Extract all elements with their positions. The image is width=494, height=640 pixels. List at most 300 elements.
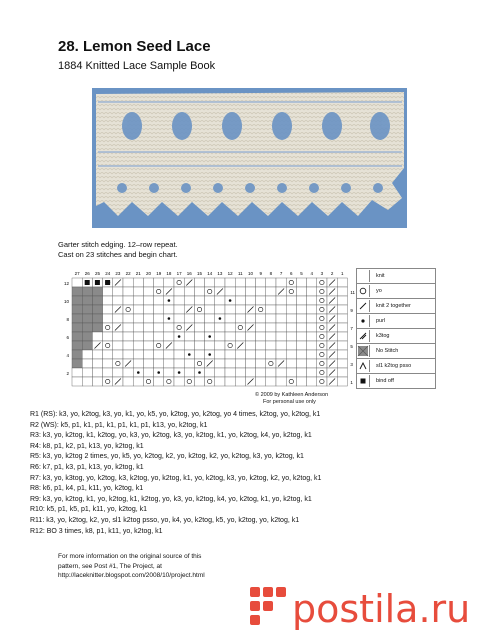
- chart-cell: [123, 314, 133, 323]
- chart-cell: [245, 278, 255, 287]
- chart-cell: [154, 314, 164, 323]
- chart-cell: [205, 305, 215, 314]
- legend-item: [356, 343, 436, 358]
- chart-cell: [113, 368, 123, 377]
- chart-cell: [184, 332, 194, 341]
- row-instruction: R8: k6, p1, k4, p1, k11, yo, k2tog, k1: [30, 485, 144, 493]
- chart-cell: [256, 341, 266, 350]
- chart-cell: [296, 287, 306, 296]
- bind-off-symbol: [105, 280, 110, 285]
- column-number: 6: [290, 271, 293, 276]
- legend-item: [356, 268, 436, 283]
- chart-cell: [307, 278, 317, 287]
- page-subtitle: 1884 Knitted Lace Sample Book: [58, 60, 216, 72]
- row-instruction: R4: k8, p1, k2, p1, k13, yo, k2tog, k1: [30, 442, 144, 450]
- chart-cell: [337, 341, 347, 350]
- purl-symbol: [137, 371, 140, 374]
- chart-cell: [103, 377, 113, 386]
- chart-cell: [266, 350, 276, 359]
- chart-cell: [286, 287, 296, 296]
- no-stitch-cell: [82, 296, 92, 305]
- chart-cell: [225, 278, 235, 287]
- chart-cell: [337, 350, 347, 359]
- chart-cell: [133, 287, 143, 296]
- legend-label: No Stitch: [376, 348, 399, 354]
- no-stitch-cell: [72, 287, 82, 296]
- chart-cell: [133, 278, 143, 287]
- chart-cell: [143, 377, 153, 386]
- chart-cell: [286, 350, 296, 359]
- column-number: 26: [84, 271, 90, 276]
- column-number: 19: [156, 271, 162, 276]
- chart-cell: [205, 368, 215, 377]
- chart-cell: [92, 350, 102, 359]
- chart-cell: [133, 359, 143, 368]
- row-instruction: R9: k3, yo, k2tog, k1, yo, k2tog, k1, k2tog, yo, k3, yo, k2tog, k4, yo, k2tog, k1, yo, k2tog, k1: [30, 495, 312, 503]
- chart-cell: [296, 305, 306, 314]
- chart-cell: [133, 332, 143, 341]
- chart-cell: [215, 296, 225, 305]
- chart-cell: [235, 296, 245, 305]
- chart-cell: [317, 296, 327, 305]
- chart-cell: [164, 377, 174, 386]
- legend-label: k3tog: [376, 333, 390, 339]
- chart-cell: [307, 323, 317, 332]
- chart-cell: [296, 332, 306, 341]
- no-stitch-cell: [82, 287, 92, 296]
- row-instruction: R5: k3, yo, k2tog 2 times, yo, k5, yo, k2tog, k2, yo, k2tog, k2, yo, k2tog, k3, yo, k2tog, k1: [30, 453, 304, 461]
- chart-cell: [174, 350, 184, 359]
- chart-cell: [276, 377, 286, 386]
- chart-cell: [245, 368, 255, 377]
- chart-cell: [133, 305, 143, 314]
- column-number: 22: [125, 271, 131, 276]
- footer-line: For more information on the original source of this: [58, 553, 202, 560]
- chart-cell: [123, 296, 133, 305]
- row-number: 9: [350, 307, 353, 313]
- chart-cell: [103, 305, 113, 314]
- chart-cell: [143, 278, 153, 287]
- chart-cell: [92, 368, 102, 377]
- chart-cell: [286, 368, 296, 377]
- row-instruction: R12: BO 3 times, k8, p1, k11, yo, k2tog, k1: [30, 527, 163, 535]
- chart-cell: [154, 377, 164, 386]
- chart-cell: [143, 314, 153, 323]
- chart-cell: [72, 368, 82, 377]
- column-number: 7: [279, 271, 283, 276]
- row-number: 8: [66, 316, 69, 322]
- chart-cell: [215, 377, 225, 386]
- chart-cell: [256, 278, 266, 287]
- chart-cell: [194, 341, 204, 350]
- chart-cell: [286, 359, 296, 368]
- chart-cell: [103, 287, 113, 296]
- chart-cell: [266, 296, 276, 305]
- chart-cell: [123, 350, 133, 359]
- chart-cell: [256, 287, 266, 296]
- chart-grid: [72, 278, 347, 386]
- chart-cell: [194, 332, 204, 341]
- chart-cell: [123, 278, 133, 287]
- chart-cell: [235, 332, 245, 341]
- chart-cell: [215, 350, 225, 359]
- chart-cell: [276, 296, 286, 305]
- chart-cell: [225, 359, 235, 368]
- chart-cell: [286, 296, 296, 305]
- chart-cell: [225, 314, 235, 323]
- no-stitch-cell: [72, 305, 82, 314]
- chart-cell: [276, 305, 286, 314]
- chart-cell: [215, 305, 225, 314]
- chart-cell: [337, 296, 347, 305]
- purl-symbol: [198, 371, 201, 374]
- chart-cell: [92, 377, 102, 386]
- column-number: 4: [310, 271, 313, 276]
- chart-cell: [256, 305, 266, 314]
- chart-cell: [337, 278, 347, 287]
- no-stitch-cell: [72, 350, 82, 359]
- chart-cell: [337, 314, 347, 323]
- chart-cell: [113, 350, 123, 359]
- chart-cell: [245, 314, 255, 323]
- chart-cell: [82, 377, 92, 386]
- gray-box-icon: [357, 345, 370, 357]
- legend-label: yo: [376, 288, 382, 294]
- legend-label: bind off: [376, 378, 394, 384]
- chart-cell: [103, 296, 113, 305]
- row-number: 11: [350, 289, 356, 295]
- chart-cell: [143, 323, 153, 332]
- chart-cell: [113, 287, 123, 296]
- chart-cell: [317, 368, 327, 377]
- column-number: 16: [186, 271, 192, 276]
- row-number: 2: [66, 370, 69, 376]
- chart-cell: [235, 287, 245, 296]
- chart-cell: [317, 341, 327, 350]
- row-instruction: R1 (RS): k3, yo, k2tog, k3, yo, k1, yo, k5, yo, k2tog, yo, k2tog, yo 4 times, k2tog, yo, k2tog, k1: [30, 411, 321, 418]
- purl-symbol: [208, 335, 211, 338]
- chart-cell: [317, 305, 327, 314]
- legend-item: [356, 313, 436, 328]
- chart-cell: [225, 377, 235, 386]
- chart-cell: [154, 305, 164, 314]
- column-number: 13: [217, 271, 223, 276]
- chart-cell: [286, 278, 296, 287]
- column-number: 2: [330, 271, 334, 276]
- chart-cell: [164, 278, 174, 287]
- chart-cell: [194, 305, 204, 314]
- chart-cell: [194, 296, 204, 305]
- chart-cell: [307, 314, 317, 323]
- chart-cell: [194, 323, 204, 332]
- chart-cell: [337, 377, 347, 386]
- bind-off-symbol: [85, 280, 90, 285]
- intro-line-2: Cast on 23 stitches and begin chart.: [58, 250, 178, 259]
- chart-cell: [194, 278, 204, 287]
- purl-symbol: [188, 353, 191, 356]
- chart-cell: [337, 305, 347, 314]
- purl-symbol: [178, 371, 181, 374]
- no-stitch-cell: [82, 314, 92, 323]
- legend-label: sl1 k2tog psso: [376, 363, 412, 369]
- purl-symbol: [229, 299, 232, 302]
- chart-cell: [113, 359, 123, 368]
- chart-cell: [143, 287, 153, 296]
- chart-cell: [143, 368, 153, 377]
- column-number: 9: [259, 271, 262, 276]
- no-stitch-cell: [92, 296, 102, 305]
- row-instruction: R6: k7, p1, k3, p1, k13, yo, k2tog, k1: [30, 464, 144, 471]
- purl-symbol: [168, 299, 171, 302]
- legend-item: [356, 358, 436, 373]
- chart-cell: [174, 314, 184, 323]
- chart-cell: [133, 341, 143, 350]
- no-stitch-cell: [92, 305, 102, 314]
- chart-cell: [143, 359, 153, 368]
- row-number: 7: [350, 325, 353, 331]
- column-number: 21: [135, 271, 141, 276]
- chart-cell: [296, 368, 306, 377]
- knitting-chart: [58, 268, 356, 392]
- chart-cell: [296, 296, 306, 305]
- chart-cell: [245, 296, 255, 305]
- column-number: 5: [300, 271, 303, 276]
- chart-cell: [164, 350, 174, 359]
- chart-cell: [266, 305, 276, 314]
- chart-cell: [103, 359, 113, 368]
- watermark-text: postila.ru: [292, 587, 471, 631]
- no-stitch-cell: [82, 332, 92, 341]
- no-stitch-cell: [72, 332, 82, 341]
- copyright-line-2: For personal use only: [263, 398, 316, 405]
- chart-cell: [215, 359, 225, 368]
- chart-cell: [317, 377, 327, 386]
- no-stitch-cell: [82, 341, 92, 350]
- chart-cell: [174, 359, 184, 368]
- chart-cell: [286, 323, 296, 332]
- legend-label: purl: [376, 318, 386, 324]
- slash-icon: [357, 300, 370, 312]
- chart-cell: [82, 359, 92, 368]
- chart-cell: [256, 368, 266, 377]
- purl-symbol: [157, 371, 160, 374]
- legend-label: knit: [376, 273, 385, 279]
- chart-cell: [225, 368, 235, 377]
- chart-cell: [286, 314, 296, 323]
- page-title: 28. Lemon Seed Lace: [58, 38, 211, 55]
- chart-cell: [205, 314, 215, 323]
- chart-cell: [82, 368, 92, 377]
- chart-cell: [317, 278, 327, 287]
- chart-cell: [103, 341, 113, 350]
- chart-cell: [154, 359, 164, 368]
- chart-cell: [337, 368, 347, 377]
- copyright-note: [255, 392, 328, 405]
- chart-cell: [123, 341, 133, 350]
- chart-cell: [296, 350, 306, 359]
- chart-cell: [286, 332, 296, 341]
- chart-cell: [235, 377, 245, 386]
- chart-cell: [143, 341, 153, 350]
- purl-symbol: [168, 317, 171, 320]
- chart-cell: [235, 323, 245, 332]
- chart-cell: [194, 350, 204, 359]
- row-number: 1: [350, 379, 353, 385]
- no-stitch-cell: [92, 287, 102, 296]
- row-number: 6: [66, 334, 69, 340]
- chart-cell: [276, 350, 286, 359]
- chart-cell: [143, 296, 153, 305]
- row-instruction: R11: k3, yo, k2tog, k2, yo, sl1 k2tog psso, yo, k4, yo, k2tog, k5, yo, k2tog, yo, k2tog, k1: [30, 517, 300, 524]
- inverted-v-icon: [357, 360, 370, 372]
- chart-cell: [133, 350, 143, 359]
- chart-cell: [82, 350, 92, 359]
- no-stitch-cell: [72, 314, 82, 323]
- column-number: 14: [207, 271, 213, 276]
- chart-cell: [113, 296, 123, 305]
- chart-cell: [256, 350, 266, 359]
- chart-cell: [205, 278, 215, 287]
- chart-cell: [154, 323, 164, 332]
- chart-cell: [276, 278, 286, 287]
- chart-legend: [356, 268, 436, 389]
- chart-cell: [266, 359, 276, 368]
- chart-cell: [184, 314, 194, 323]
- row-number: 3: [350, 361, 353, 367]
- column-number: 23: [115, 271, 121, 276]
- row-instruction: R7: k3, yo, k3tog, yo, k2tog, k3, k2tog, yo, k2tog, k1, yo, k2tog, k3, yo, k2tog, k2, yo, k2tog, k1: [30, 474, 322, 482]
- chart-cell: [133, 323, 143, 332]
- chart-cell: [154, 287, 164, 296]
- chart-cell: [92, 359, 102, 368]
- row-number: 10: [63, 298, 69, 304]
- chart-cell: [143, 332, 153, 341]
- chart-cell: [164, 305, 174, 314]
- chart-cell: [72, 278, 82, 287]
- chart-cell: [103, 323, 113, 332]
- chart-cell: [174, 323, 184, 332]
- row-instruction: R3: k3, yo, k2tog, k1, k2tog, yo, k3, yo, k2tog, k3, yo, k2tog, k1, yo, k2tog, k4, yo, k2tog, k1: [30, 432, 312, 440]
- chart-cell: [174, 278, 184, 287]
- column-number: 20: [145, 271, 152, 276]
- chart-cell: [225, 332, 235, 341]
- bind-off-symbol: [95, 280, 100, 285]
- chart-cell: [307, 305, 317, 314]
- chart-cell: [307, 377, 317, 386]
- chart-cell: [286, 305, 296, 314]
- chart-cell: [245, 350, 255, 359]
- chart-cell: [307, 341, 317, 350]
- chart-cell: [235, 305, 245, 314]
- chart-cell: [154, 278, 164, 287]
- column-number: 24: [105, 271, 111, 276]
- chart-cell: [256, 359, 266, 368]
- circle-icon: [357, 285, 370, 297]
- chart-cell: [256, 377, 266, 386]
- chart-cell: [205, 341, 215, 350]
- chart-cell: [92, 332, 102, 341]
- chart-column-numbers: [75, 271, 344, 276]
- row-number: 5: [350, 343, 353, 349]
- chart-cell: [296, 359, 306, 368]
- chart-cell: [256, 323, 266, 332]
- chart-cell: [296, 278, 306, 287]
- chart-cell: [164, 368, 174, 377]
- column-number: 18: [166, 271, 172, 276]
- chart-cell: [256, 314, 266, 323]
- chart-cell: [174, 341, 184, 350]
- chart-cell: [184, 368, 194, 377]
- chart-cell: [215, 278, 225, 287]
- chart-cell: [205, 296, 215, 305]
- chart-cell: [174, 287, 184, 296]
- chart-cell: [164, 323, 174, 332]
- chart-cell: [184, 296, 194, 305]
- chart-cell: [174, 305, 184, 314]
- dot-icon: [357, 315, 370, 327]
- purl-symbol: [178, 335, 181, 338]
- copyright-line-1: © 2009 by Kathleen Anderson: [255, 392, 329, 398]
- no-stitch-cell: [72, 359, 82, 368]
- row-number: 12: [63, 280, 69, 286]
- chart-cell: [296, 323, 306, 332]
- chart-cell: [286, 377, 296, 386]
- lace-sample-photo: [92, 88, 407, 228]
- chart-cell: [317, 332, 327, 341]
- chart-cell: [225, 305, 235, 314]
- column-number: 11: [237, 271, 243, 276]
- source-url-link[interactable]: http://laceknitter.blogspot.com/2008/10/project.html: [58, 572, 205, 579]
- chart-cell: [194, 314, 204, 323]
- chart-cell: [123, 287, 133, 296]
- chart-cell: [317, 359, 327, 368]
- chart-cell: [276, 332, 286, 341]
- chart-cell: [133, 314, 143, 323]
- watermark-logo-icon: [248, 585, 288, 629]
- chart-cell: [123, 323, 133, 332]
- chart-cell: [123, 305, 133, 314]
- row-number: 4: [66, 352, 69, 358]
- chart-cell: [205, 323, 215, 332]
- chart-cell: [215, 323, 225, 332]
- chart-cell: [337, 359, 347, 368]
- column-number: 27: [74, 271, 80, 276]
- chart-cell: [225, 341, 235, 350]
- chart-cell: [103, 368, 113, 377]
- chart-cell: [276, 323, 286, 332]
- row-instruction: R10: k5, p1, k5, p1, k11, yo, k2tog, k1: [30, 506, 147, 514]
- intro-line-1: Garter stitch edging. 12–row repeat.: [58, 240, 178, 249]
- chart-cell: [123, 332, 133, 341]
- row-instruction: R2 (WS): k5, p1, k1, p1, k1, p1, k1, p1, k13, yo, k2tog, k1: [30, 421, 208, 429]
- chart-cell: [245, 359, 255, 368]
- chart-cell: [337, 323, 347, 332]
- chart-cell: [133, 296, 143, 305]
- chart-cell: [307, 287, 317, 296]
- chart-cell: [164, 359, 174, 368]
- chart-cell: [296, 377, 306, 386]
- chart-cell: [225, 287, 235, 296]
- chart-cell: [317, 350, 327, 359]
- chart-cell: [307, 359, 317, 368]
- no-stitch-cell: [92, 323, 102, 332]
- chart-cell: [317, 314, 327, 323]
- chart-cell: [337, 332, 347, 341]
- chart-cell: [235, 314, 245, 323]
- chart-cell: [174, 377, 184, 386]
- chart-cell: [235, 278, 245, 287]
- legend-item: [356, 298, 436, 313]
